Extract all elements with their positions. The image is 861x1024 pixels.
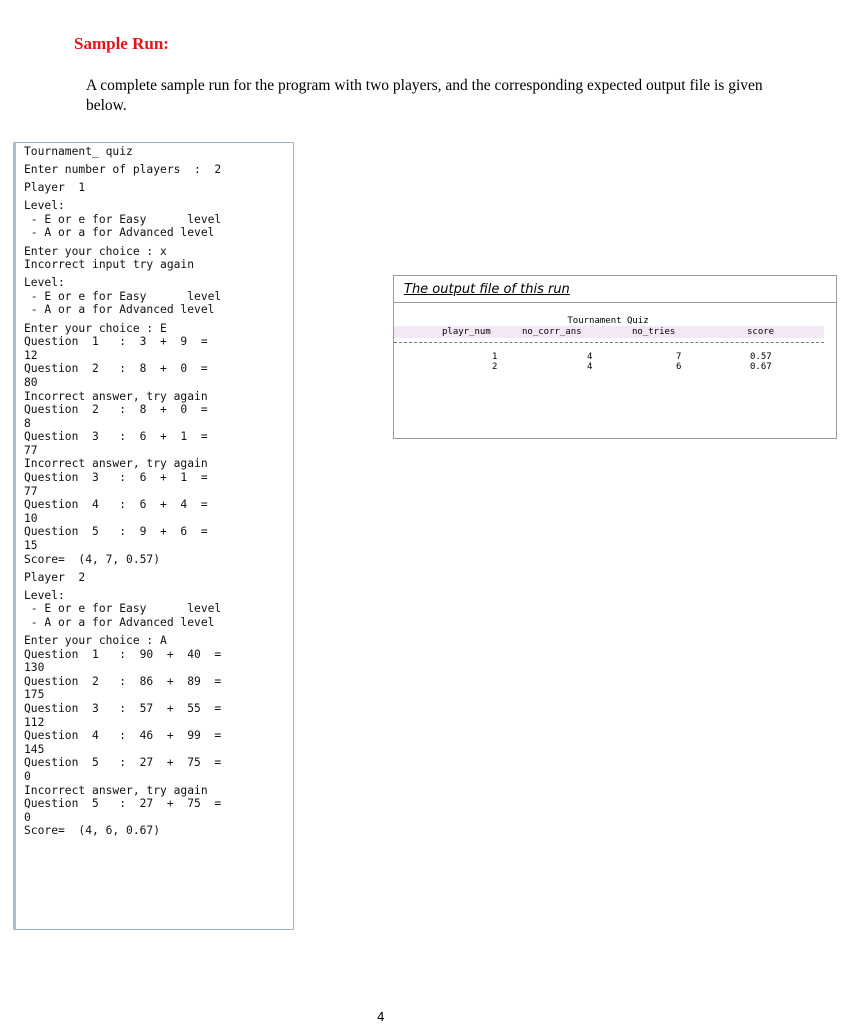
row-2-no-corr-ans: 4 xyxy=(587,362,593,372)
header-divider xyxy=(394,342,824,343)
row-1-no-corr-ans: 4 xyxy=(587,352,593,362)
console-line: - A or a for Advanced level xyxy=(24,226,215,240)
console-line: Incorrect answer, try again xyxy=(24,389,208,403)
header-no-corr-ans: no_corr_ans xyxy=(522,327,582,337)
console-line: 112 xyxy=(24,715,45,729)
console-line: - A or a for Advanced level xyxy=(24,616,215,629)
console-line: 15 xyxy=(24,539,38,553)
console-line: Question 3 : 6 + 1 = xyxy=(24,471,208,485)
console-line: Level: xyxy=(24,276,65,290)
console-line: Player 2 xyxy=(24,570,86,584)
console-line: 8 xyxy=(24,416,31,430)
console-line: Question 1 : 90 + 40 = xyxy=(24,647,222,661)
console-line: Question 2 : 86 + 89 = xyxy=(24,674,222,688)
header-no-tries: no_tries xyxy=(632,327,676,337)
console-line: Incorrect input try again xyxy=(24,258,195,272)
console-line: Question 1 : 3 + 9 = xyxy=(24,335,208,349)
console-line: 130 xyxy=(24,661,45,675)
row-1-playr-num: 1 xyxy=(492,352,498,362)
console-line: - E or e for Easy level xyxy=(24,289,222,303)
console-line: - A or a for Advanced level xyxy=(24,303,215,317)
console-line: Tournament_ quiz xyxy=(24,145,133,158)
console-line: 0 xyxy=(24,810,31,824)
console-line: Question 2 : 8 + 0 = xyxy=(24,403,208,417)
console-line: Enter your choice : x xyxy=(24,244,167,258)
row-1-score: 0.57 xyxy=(750,352,772,362)
console-line: 12 xyxy=(24,348,38,362)
console-line: Enter your choice : E xyxy=(24,321,167,335)
row-2-playr-num: 2 xyxy=(492,362,498,372)
sample-run-console xyxy=(13,142,294,930)
row-1-no-tries: 7 xyxy=(676,352,682,362)
console-line: 77 xyxy=(24,484,38,498)
console-line: 145 xyxy=(24,742,45,756)
console-line: Question 3 : 6 + 1 = xyxy=(24,430,208,444)
console-line: Question 5 : 27 + 75 = xyxy=(24,797,222,811)
console-line: Question 4 : 6 + 4 = xyxy=(24,498,208,512)
console-line: - E or e for Easy level xyxy=(24,602,222,616)
console-line: Level: xyxy=(24,588,65,602)
title-divider xyxy=(394,302,836,303)
header-playr-num: playr_num xyxy=(442,327,491,337)
console-line: Score= (4, 6, 0.67) xyxy=(24,824,161,838)
console-line: 10 xyxy=(24,511,38,525)
console-line: Question 3 : 57 + 55 = xyxy=(24,702,222,716)
console-line: Question 2 : 8 + 0 = xyxy=(24,362,208,376)
console-line: Player 1 xyxy=(24,181,86,195)
console-line: 0 xyxy=(24,770,31,784)
tournament-quiz-title: Tournament Quiz xyxy=(567,316,649,326)
console-line: Enter your choice : A xyxy=(24,634,167,648)
console-line: - E or e for Easy level xyxy=(24,212,222,226)
page-number: 4 xyxy=(377,1010,385,1024)
output-file-panel xyxy=(393,275,837,439)
header-score: score xyxy=(747,327,775,337)
section-heading: Sample Run: xyxy=(74,34,169,53)
console-line: Incorrect answer, try again xyxy=(24,457,208,471)
output-file-title: The output file of this run xyxy=(404,282,570,297)
intro-paragraph: A complete sample run for the program with two players, and the corresponding expected output file is given below. xyxy=(86,77,763,114)
console-line: 77 xyxy=(24,443,38,457)
console-line: Enter number of players : 2 xyxy=(24,163,222,177)
row-2-no-tries: 6 xyxy=(676,362,682,372)
console-line: 80 xyxy=(24,375,38,389)
console-line: 175 xyxy=(24,688,45,702)
row-2-score: 0.67 xyxy=(750,362,772,372)
console-line: Level: xyxy=(24,199,65,213)
console-line: Score= (4, 7, 0.57) xyxy=(24,552,161,566)
console-line: Question 5 : 9 + 6 = xyxy=(24,525,208,539)
console-line: Question 4 : 46 + 99 = xyxy=(24,729,222,743)
console-line: Question 5 : 27 + 75 = xyxy=(24,756,222,770)
console-line: Incorrect answer, try again xyxy=(24,783,208,797)
